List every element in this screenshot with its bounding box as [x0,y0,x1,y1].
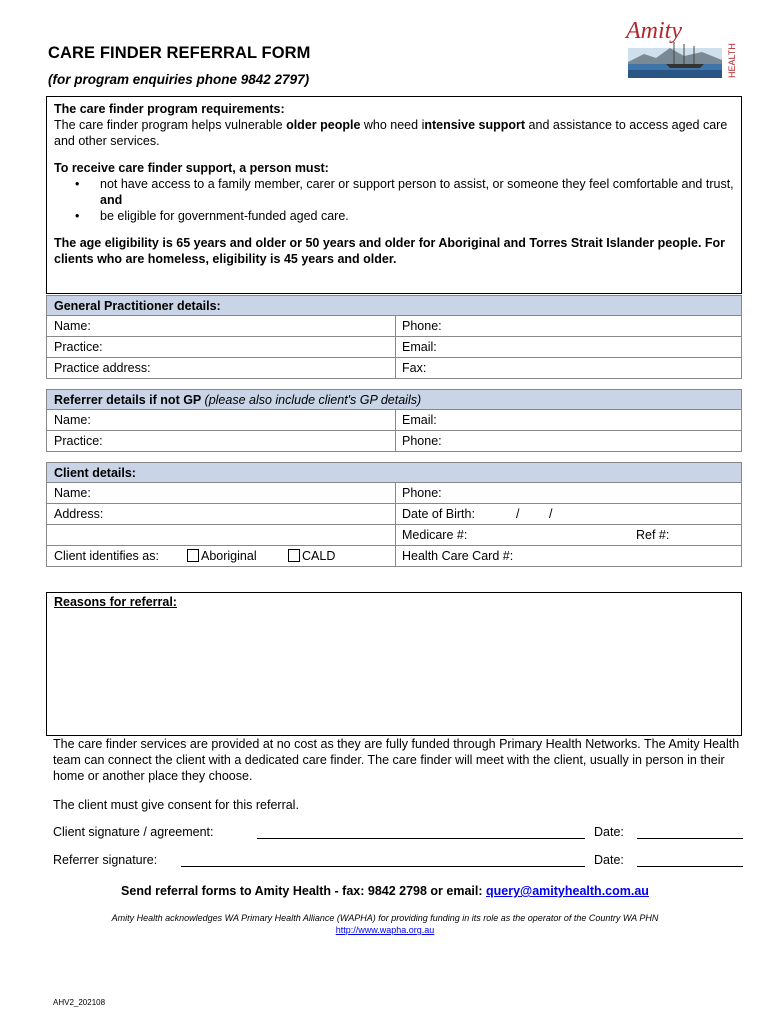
requirements-intro: The care finder program helps vulnerable older people who need intensive support and assistance to access aged care and other services. [54,118,728,148]
aboriginal-checkbox[interactable] [187,549,199,562]
referrer-signature-label: Referrer signature: [53,853,158,867]
acknowledgement: Amity Health acknowledges WA Primary Health Alliance (WAPHA) for providing funding in its role as the operator of the Country WA PHN [111,913,659,923]
gp-email-field[interactable]: Email: [402,340,437,354]
services-paragraph: The care finder services are provided at no cost as they are fully funded through Primary Health Networks. The Amity Health team can connect the client with a dedicated care finder. The care finder will meet with the client, usually in person in their home or another place they choose. [53,737,740,783]
reasons-box[interactable] [46,592,742,736]
client-phone-field[interactable]: Phone: [402,486,442,500]
email-link[interactable]: query@amityhealth.com.au [486,884,649,898]
requirements-must-heading: To receive care finder support, a person must: [54,161,329,175]
requirements-bullet: • be eligible for government-funded aged care. [54,208,734,224]
cald-checkbox[interactable] [288,549,300,562]
requirements-heading: The care finder program requirements: [54,102,285,116]
client-signature-row [53,825,743,841]
form-code: AHV2_202108 [53,998,106,1007]
logo-subtext: HEALTH [727,43,737,78]
gp-name-field[interactable]: Name: [47,316,396,337]
logo-wordmark: Amity [626,18,682,44]
client-heading: Client details: [47,462,741,483]
aboriginal-option[interactable]: Aboriginal [187,546,257,567]
requirements-list [54,176,734,224]
gp-phone-field[interactable]: Phone: [402,319,442,333]
client-address-continued[interactable] [47,525,396,546]
dob-separator: / [549,507,553,521]
client-address-field[interactable]: Address: [47,504,396,525]
send-instructions: Send referral forms to Amity Health - fax: 9842 2798 or email: query@amityhealth.com.au [121,884,649,898]
gp-practice-field[interactable]: Practice: [47,337,396,358]
gp-section [46,295,742,379]
client-date-label: Date: [594,825,624,839]
gp-fax-field[interactable]: Fax: [402,361,427,375]
referrer-section [46,389,742,452]
referrer-email-field[interactable]: Email: [402,413,437,427]
client-identifies-field: Client identifies as: Aboriginal CALD [47,546,396,567]
client-section [46,462,742,567]
referrer-signature-row [53,853,743,869]
client-medicare-field[interactable]: Medicare #: Ref #: [396,525,741,546]
gp-heading: General Practitioner details: [47,295,741,316]
gp-address-field[interactable]: Practice address: [47,358,396,379]
referrer-practice-field[interactable]: Practice: [47,431,396,452]
referrer-signature-line[interactable] [181,853,585,867]
client-signature-label: Client signature / agreement: [53,825,214,839]
wapha-link[interactable]: http://www.wapha.org.au [335,925,435,935]
cald-option[interactable]: CALD [288,546,335,567]
client-name-field[interactable]: Name: [47,483,396,504]
dob-separator: / [516,507,520,521]
form-title: CARE FINDER REFERRAL FORM [48,44,311,62]
referrer-date-line[interactable] [637,853,743,867]
referrer-date-label: Date: [594,853,624,867]
reasons-label: Reasons for referral: [54,595,177,609]
requirements-box [46,96,742,294]
consent-text: The client must give consent for this referral. [53,798,299,812]
referrer-heading: Referrer details if not GP (please also include client's GP details) [47,389,741,410]
referrer-name-field[interactable]: Name: [47,410,396,431]
form-subtitle: (for program enquiries phone 9842 2797) [48,72,310,87]
requirements-bullet: • not have access to a family member, carer or support person to assist, or someone they feel comfortable and trust, and [54,176,734,208]
eligibility-text: The age eligibility is 65 years and older or 50 years and older for Aboriginal and Torres Strait Islander people. For clients who are homeless, eligibility is 45 years and older. [54,236,726,266]
client-ref-label: Ref #: [636,528,670,542]
client-dob-field[interactable]: Date of Birth: / / [396,504,741,525]
amity-health-logo [622,12,742,82]
client-signature-line[interactable] [257,825,585,839]
referrer-phone-field[interactable]: Phone: [402,434,442,448]
client-health-card-field[interactable]: Health Care Card #: [402,549,514,563]
client-date-line[interactable] [637,825,743,839]
